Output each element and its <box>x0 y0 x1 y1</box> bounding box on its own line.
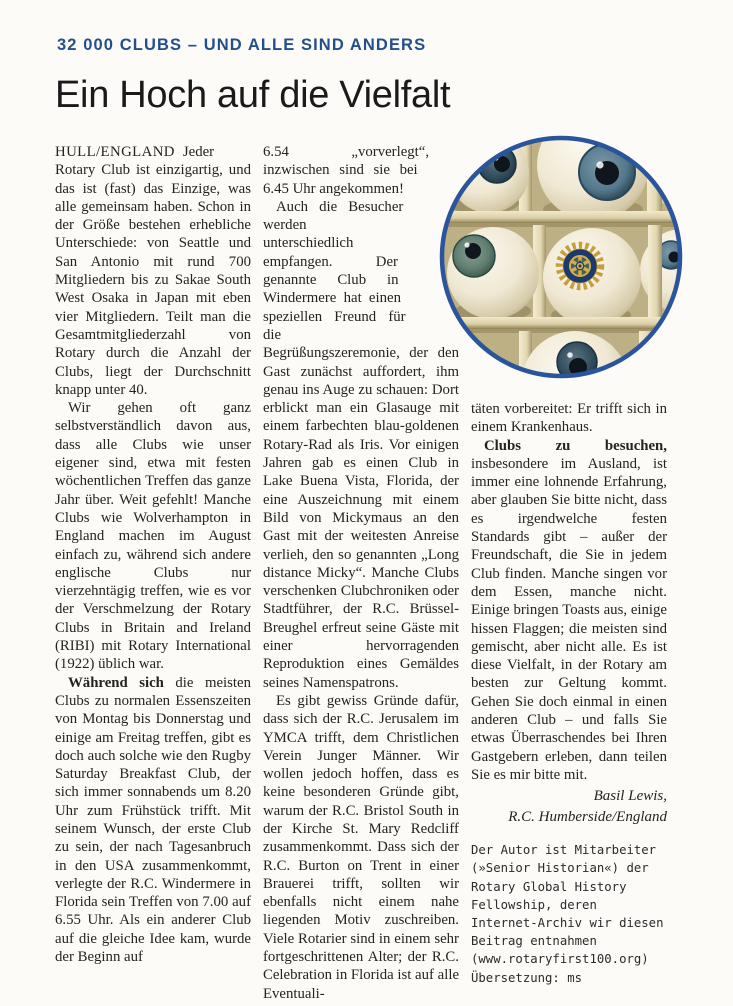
page-title: Ein Hoch auf die Vielfalt <box>55 74 451 116</box>
eye-box-scene <box>435 131 687 383</box>
paragraph: Auch die Besucher werden unterschiedlich empfangen. Der genannte Club in Windermere hat einen speziellen Freund für die Begrüßungszeremonie, der den Gast zunächst auffordert, ihm genau ins Auge zu schauen: Dort erblickt man ein Glasauge mit einem farbechten blau-goldenen Rotary-Rad als Iris. Vor einigen Jahren gab es einen Club in Lake Buena Vista, Florida, der eine Auszeichnung mit einem Bild von Mickymaus an den Gast mit der weitesten Anreise verlieh, den so genannten „Long distance Micky“. Manche Clubs verschenken Clubchroniken oder Stadtführer, der R.C. Brüssel-Breughel erfreut seine Gäste mit einer hervorragenden Reproduktion eines Gemäldes seines Namenspatrons. <box>263 198 459 691</box>
paragraph <box>471 437 667 785</box>
bold-lead: Clubs zu besuchen, <box>484 437 667 454</box>
paragraph-text: insbesondere im Ausland, ist immer eine lohnende Erfahrung, aber glauben Sie bitte nicht, dass es irgendwelche festen Standards gibt – außer der Freundschaft, die Sie in jedem Club finden. Manche singen vor dem Essen, manche nicht. Einige bringen Toasts aus, einige hissen Flaggen; die meisten sind gemischt, aber nicht alle. Es ist diese Vielfalt, in der Rotary am besten zur Geltung kommt. Gehen Sie doch einmal in einen anderen Club – und falls Sie etwas Überraschendes bei Ihren Gastgebern erleben, dann teilen Sie es mir bitte mit. <box>471 455 667 783</box>
paragraph <box>55 674 251 967</box>
paragraph-text: die meisten Clubs zu normalen Essenszeiten von Montag bis Donnerstag und einige am Freitag treffen, gibt es doch auch solche wie den Rugby Saturday Breakfast Club, der sich immer sonnabends um 8.20 Uhr zum Frühstück trifft. Mit seinem Wunsch, der erste Club zu sein, der nach Tagesanbruch in den USA zusammenkommt, verlegte der R.C. Windermere in Florida sein Treffen von 7.00 auf 6.55 Uhr. Als ein anderer Club auf die gleiche Idee kam, wurde der Beginn auf <box>55 674 252 966</box>
bold-lead: Während sich <box>68 674 164 691</box>
article-photo-glass-eyes <box>435 131 687 383</box>
signature-name: Basil Lewis, <box>593 788 667 805</box>
dateline: HULL/ENGLAND <box>55 144 175 160</box>
text-column-2 <box>263 143 459 1003</box>
footnote-translation: Übersetzung: ms <box>471 970 583 985</box>
text-column-3 <box>471 400 667 987</box>
author-footnote <box>471 841 667 987</box>
signature-club: R.C. Humberside/England <box>508 809 667 826</box>
compartment-middle-row <box>447 225 687 326</box>
footnote-text: Der Autor ist Mitarbeiter (»Senior Historian«) der Rotary Global History Fellowship, deren Internet-Archiv wir diesen Beitrag entnahmen (www.rotaryfirst100.org) <box>471 843 664 967</box>
author-signature <box>471 786 667 828</box>
paragraph: 6.54 „vorverlegt“, inzwischen sind sie bei 6.45 Uhr angekommen! <box>263 144 430 197</box>
paragraph-text: Jeder Rotary Club ist einzigartig, und das ist (fast) das Einzige, was alle gemeinsam haben. Schon in der Größe bestehen erhebliche Unterschiede: von Seattle und San Antonio mit rund 700 Mitgliedern bis zu Sakae South West Osaka in Japan mit eben vier Mitgliedern. Teilt man die Gesamtmitgliederzahl von Rotary durch die Anzahl der Clubs, liegt der Durchschnitt knapp unter 40. <box>55 144 251 398</box>
glass-eyes-photo <box>435 131 687 383</box>
paragraph: Es gibt gewiss Gründe dafür, dass sich der R.C. Jerusalem im YMCA trifft, dem Christlichen Verein Junger Männer. Wir wollen jedoch hoffen, dass es keine besonderen Gründe gibt, warum der R.C. Bristol South in der Kirche St. Mary Redcliff zusammenkommt. Dass sich der R.C. Burton on Trent in einer Brauerei trifft, sollten wir ebenfalls nicht einem nahe liegenden Motiv zuschreiben. Viele Rotarier sind in einem sehr fortgeschrittenen Alter; der R.C. Celebration in Florida ist auf alle Eventuali- <box>263 692 460 1002</box>
text-column-1 <box>55 143 251 966</box>
glass-eye-mid-left <box>447 227 539 321</box>
kicker: 32 000 CLUBS – UND ALLE SIND ANDERS <box>57 36 427 54</box>
paragraph: Wir gehen oft ganz selbstverständlich davon aus, dass alle Clubs wie unser eigener sind, etwa mit festen wöchentlichen Treffen das ganze Jahr über. Weit gefehlt! Manche Clubs wie Wolverhampton in England machen im August einfach zu, während sich andere englische Clubs nur vierzehntägig treffen, wie es vor der Verschmelzung der Rotary Clubs in Britain and Ireland (RIBI) mit Rotary International (1922) üblich war. <box>55 400 251 673</box>
paragraph <box>55 143 251 399</box>
paragraph: täten vorbereitet: Er trifft sich in einem Krankenhaus. <box>471 401 667 436</box>
glass-eye-with-rotary-pin <box>543 228 641 326</box>
